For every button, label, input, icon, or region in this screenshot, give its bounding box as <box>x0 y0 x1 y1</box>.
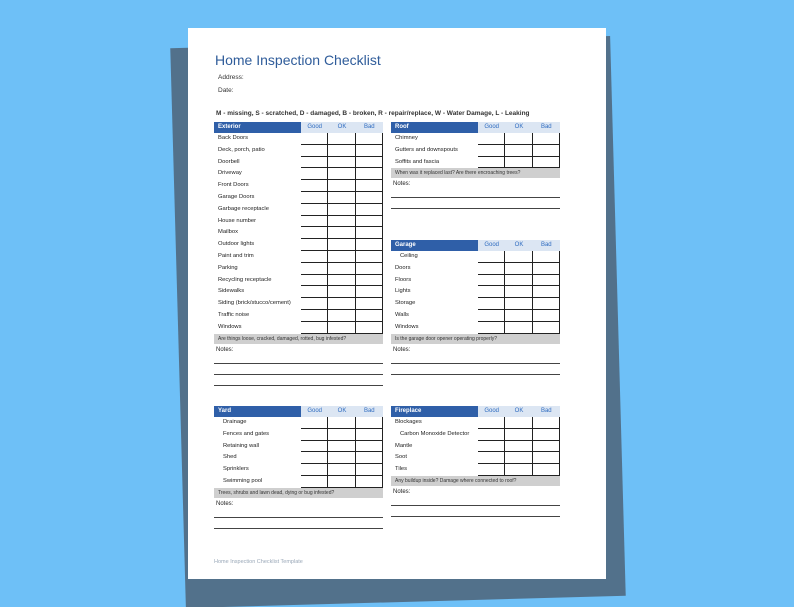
checkbox-good[interactable] <box>301 239 328 251</box>
exterior-note-line[interactable] <box>214 364 383 375</box>
checkbox-good[interactable] <box>301 145 328 157</box>
checkbox-bad[interactable] <box>533 464 560 476</box>
garage-section <box>391 240 560 375</box>
checklist-row <box>391 275 560 287</box>
checkbox-bad[interactable] <box>533 417 560 429</box>
checkbox-good[interactable] <box>478 251 505 263</box>
checkbox-good[interactable] <box>301 251 328 263</box>
checkbox-ok[interactable] <box>505 452 532 464</box>
item-label: Lights <box>395 288 411 295</box>
item-label: Recycling receptacle <box>218 276 272 283</box>
checklist-row <box>391 417 560 429</box>
item-label: Drainage <box>223 419 247 425</box>
checkbox-bad[interactable] <box>533 298 560 310</box>
checkbox-ok[interactable] <box>505 298 532 310</box>
checkbox-ok[interactable] <box>505 275 532 287</box>
checkbox-good[interactable] <box>301 263 328 275</box>
fireplace-note-line[interactable] <box>391 495 560 506</box>
item-label: Front Doors <box>218 182 249 189</box>
checkbox-good[interactable] <box>301 275 328 287</box>
exterior-notes-label: Notes: <box>216 346 234 353</box>
checklist-row <box>214 168 383 180</box>
checkbox-good[interactable] <box>478 441 505 453</box>
checkbox-bad[interactable] <box>356 275 383 287</box>
item-label: Swimming pool <box>223 477 263 484</box>
item-label: Sidewalks <box>218 288 245 295</box>
item-label: Outdoor lights <box>218 241 255 248</box>
checkbox-bad[interactable] <box>356 239 383 251</box>
checkbox-ok[interactable] <box>505 145 532 157</box>
checkbox-good[interactable] <box>478 263 505 275</box>
checkbox-ok[interactable] <box>328 417 355 429</box>
checkbox-ok[interactable] <box>328 286 355 298</box>
checklist-row <box>214 441 383 453</box>
checkbox-good[interactable] <box>301 417 328 429</box>
checklist-row <box>214 157 383 169</box>
checkbox-bad[interactable] <box>356 180 383 192</box>
checkbox-bad[interactable] <box>356 310 383 322</box>
checkbox-bad[interactable] <box>356 145 383 157</box>
checkbox-bad[interactable] <box>356 441 383 453</box>
checklist-row <box>214 192 383 204</box>
exterior-note-line[interactable] <box>214 353 383 364</box>
checklist-row <box>391 441 560 453</box>
checkbox-good[interactable] <box>301 157 328 169</box>
checklist-row <box>214 145 383 157</box>
checkbox-good[interactable] <box>301 322 328 334</box>
item-label: Fences and gates <box>223 430 270 437</box>
checkbox-ok[interactable] <box>328 204 355 216</box>
checkbox-ok[interactable] <box>328 251 355 263</box>
item-label: Traffic noise <box>218 311 250 318</box>
date-label: Date: <box>218 87 234 94</box>
fireplace-question: Any buildup inside? Damage where connected to roof? <box>391 476 560 486</box>
fireplace-section <box>391 406 560 517</box>
column-header-bad: Bad <box>533 240 560 251</box>
column-header-bad: Bad <box>533 406 560 417</box>
checklist-row <box>391 429 560 441</box>
checkbox-bad[interactable] <box>533 275 560 287</box>
item-label: Shed <box>223 454 237 461</box>
checkbox-good[interactable] <box>301 286 328 298</box>
checklist-row <box>214 310 383 322</box>
fireplace-header <box>391 406 560 417</box>
checkbox-good[interactable] <box>301 133 328 145</box>
checkbox-bad[interactable] <box>356 133 383 145</box>
checkbox-ok[interactable] <box>328 227 355 239</box>
damage-legend: M - missing, S - scratched, D - damaged, B - broken, R - repair/replace, W - Water Damage, L - Leaking <box>216 110 530 117</box>
checkbox-ok[interactable] <box>505 310 532 322</box>
item-label: Walls <box>395 311 409 318</box>
checklist-row <box>214 263 383 275</box>
garage-note-line[interactable] <box>391 364 560 375</box>
item-label: Doors <box>395 264 411 271</box>
checkbox-ok[interactable] <box>328 310 355 322</box>
checkbox-ok[interactable] <box>505 286 532 298</box>
checklist-row <box>214 275 383 287</box>
checkbox-bad[interactable] <box>356 464 383 476</box>
exterior-section <box>214 122 383 386</box>
checkbox-ok[interactable] <box>328 322 355 334</box>
checkbox-good[interactable] <box>301 441 328 453</box>
checkbox-good[interactable] <box>301 429 328 441</box>
checkbox-good[interactable] <box>478 322 505 334</box>
checklist-row <box>214 476 383 488</box>
checkbox-good[interactable] <box>301 204 328 216</box>
item-label: Floors <box>395 276 412 283</box>
checkbox-ok[interactable] <box>505 441 532 453</box>
checklist-row <box>214 204 383 216</box>
checkbox-ok[interactable] <box>505 429 532 441</box>
item-label: Gutters and downspouts <box>395 146 458 153</box>
checkbox-bad[interactable] <box>356 286 383 298</box>
checkbox-ok[interactable] <box>328 157 355 169</box>
checkbox-ok[interactable] <box>505 263 532 275</box>
checkbox-bad[interactable] <box>356 168 383 180</box>
checkbox-good[interactable] <box>478 286 505 298</box>
roof-note-line[interactable] <box>391 187 560 198</box>
checkbox-good[interactable] <box>301 310 328 322</box>
checklist-row <box>214 417 383 429</box>
checkbox-ok[interactable] <box>505 322 532 334</box>
item-label: Ceiling <box>400 253 418 259</box>
item-label: Carbon Monoxide Detector <box>400 430 470 437</box>
checklist-row <box>214 239 383 251</box>
checklist-row <box>391 286 560 298</box>
column-header-ok: OK <box>505 122 532 133</box>
checkbox-ok[interactable] <box>328 145 355 157</box>
checkbox-ok[interactable] <box>328 464 355 476</box>
garage-note-line[interactable] <box>391 353 560 364</box>
checklist-row <box>391 145 560 157</box>
item-label: Mantle <box>395 442 413 449</box>
item-label: Windows <box>395 323 419 330</box>
item-label: Back Doors <box>218 135 248 141</box>
checklist-row <box>214 133 383 145</box>
checkbox-bad[interactable] <box>533 286 560 298</box>
yard-notes-label: Notes: <box>216 500 234 507</box>
checkbox-bad[interactable] <box>533 310 560 322</box>
checkbox-bad[interactable] <box>356 216 383 228</box>
checklist-row <box>391 157 560 169</box>
fireplace-title: Fireplace <box>391 406 478 417</box>
item-label: Mailbox <box>218 229 238 236</box>
yard-section <box>214 406 383 529</box>
checklist-row <box>214 216 383 228</box>
item-label: Chimney <box>395 135 418 141</box>
checkbox-bad[interactable] <box>356 227 383 239</box>
checkbox-bad[interactable] <box>356 204 383 216</box>
checkbox-good[interactable] <box>301 168 328 180</box>
checkbox-good[interactable] <box>478 452 505 464</box>
item-label: Soot <box>395 454 407 461</box>
column-header-bad: Bad <box>356 406 383 417</box>
checkbox-ok[interactable] <box>328 275 355 287</box>
checklist-row <box>391 298 560 310</box>
column-header-bad: Bad <box>356 122 383 133</box>
column-header-ok: OK <box>328 122 355 133</box>
checkbox-bad[interactable] <box>356 476 383 488</box>
item-label: Deck, porch, patio <box>218 146 265 153</box>
checkbox-bad[interactable] <box>533 251 560 263</box>
checkbox-good[interactable] <box>301 227 328 239</box>
item-label: Windows <box>218 323 242 330</box>
item-label: Sprinklers <box>223 466 249 473</box>
checkbox-bad[interactable] <box>356 157 383 169</box>
yard-question: Trees, shrubs and lawn dead, dying or bug infested? <box>214 488 383 498</box>
checkbox-bad[interactable] <box>356 429 383 441</box>
exterior-header <box>214 122 383 133</box>
roof-section <box>391 122 560 209</box>
checkbox-bad[interactable] <box>356 417 383 429</box>
checkbox-bad[interactable] <box>533 322 560 334</box>
checkbox-ok[interactable] <box>505 464 532 476</box>
yard-header <box>214 406 383 417</box>
checkbox-ok[interactable] <box>328 263 355 275</box>
checklist-row <box>214 227 383 239</box>
checkbox-ok[interactable] <box>505 133 532 145</box>
yard-note-line[interactable] <box>214 507 383 518</box>
checkbox-ok[interactable] <box>328 239 355 251</box>
garage-question: Is the garage door opener operating properly? <box>391 334 560 344</box>
fireplace-note-line[interactable] <box>391 506 560 517</box>
checklist-page <box>188 28 606 579</box>
item-label: Siding (brick/stucco/cement) <box>218 300 291 307</box>
roof-header <box>391 122 560 133</box>
checkbox-ok[interactable] <box>505 157 532 169</box>
item-label: Blockages <box>395 419 422 425</box>
garage-title: Garage <box>391 240 478 251</box>
checkbox-ok[interactable] <box>328 298 355 310</box>
item-label: Doorbell <box>218 158 240 165</box>
item-label: Soffits and fascia <box>395 158 440 165</box>
garage-notes-label: Notes: <box>393 346 411 353</box>
checkbox-good[interactable] <box>478 145 505 157</box>
checkbox-good[interactable] <box>301 216 328 228</box>
yard-note-line[interactable] <box>214 518 383 529</box>
footer-text: Home Inspection Checklist Template <box>214 559 303 565</box>
checkbox-good[interactable] <box>301 452 328 464</box>
checkbox-ok[interactable] <box>328 216 355 228</box>
item-label: Garage Doors <box>218 193 255 200</box>
item-label: Paint and trim <box>218 252 254 259</box>
column-header-ok: OK <box>505 406 532 417</box>
checkbox-ok[interactable] <box>328 429 355 441</box>
page-title: Home Inspection Checklist <box>215 52 381 68</box>
item-label: Tiles <box>395 466 408 473</box>
fireplace-notes-label: Notes: <box>393 488 411 495</box>
roof-title: Roof <box>391 122 478 133</box>
column-header-good: Good <box>478 122 505 133</box>
checkbox-ok[interactable] <box>505 251 532 263</box>
checklist-row <box>214 180 383 192</box>
column-header-ok: OK <box>328 406 355 417</box>
checkbox-bad[interactable] <box>356 192 383 204</box>
column-header-good: Good <box>478 240 505 251</box>
checklist-row <box>391 263 560 275</box>
checkbox-ok[interactable] <box>328 192 355 204</box>
item-label: Garbage receptacle <box>218 205 269 212</box>
checklist-row <box>391 310 560 322</box>
checkbox-ok[interactable] <box>328 452 355 464</box>
item-label: House number <box>218 217 257 224</box>
checkbox-bad[interactable] <box>356 251 383 263</box>
checkbox-bad[interactable] <box>533 441 560 453</box>
checklist-row <box>391 322 560 334</box>
exterior-title: Exterior <box>214 122 301 133</box>
checkbox-good[interactable] <box>301 192 328 204</box>
checklist-row <box>391 251 560 263</box>
checkbox-ok[interactable] <box>328 476 355 488</box>
checkbox-good[interactable] <box>478 298 505 310</box>
checklist-row <box>214 298 383 310</box>
checkbox-good[interactable] <box>478 133 505 145</box>
checkbox-good[interactable] <box>478 417 505 429</box>
yard-title: Yard <box>214 406 301 417</box>
checkbox-bad[interactable] <box>533 263 560 275</box>
checkbox-good[interactable] <box>301 476 328 488</box>
checkbox-bad[interactable] <box>356 263 383 275</box>
checklist-row <box>214 464 383 476</box>
checkbox-ok[interactable] <box>505 417 532 429</box>
checklist-row <box>214 251 383 263</box>
column-header-good: Good <box>301 406 328 417</box>
exterior-question: Are things loose, cracked, damaged, rotted, bug infested? <box>214 334 383 344</box>
checklist-row <box>214 322 383 334</box>
checkbox-good[interactable] <box>478 275 505 287</box>
column-header-bad: Bad <box>533 122 560 133</box>
checkbox-ok[interactable] <box>328 180 355 192</box>
garage-header <box>391 240 560 251</box>
checkbox-good[interactable] <box>478 464 505 476</box>
checkbox-good[interactable] <box>478 310 505 322</box>
checkbox-bad[interactable] <box>356 452 383 464</box>
column-header-good: Good <box>478 406 505 417</box>
checkbox-good[interactable] <box>301 298 328 310</box>
checkbox-bad[interactable] <box>533 145 560 157</box>
checklist-row <box>214 429 383 441</box>
column-header-good: Good <box>301 122 328 133</box>
roof-notes-label: Notes: <box>393 181 411 188</box>
checkbox-bad[interactable] <box>533 452 560 464</box>
item-label: Parking <box>218 264 238 271</box>
checklist-row <box>391 464 560 476</box>
checklist-row <box>214 286 383 298</box>
checkbox-bad[interactable] <box>356 322 383 334</box>
address-label: Address: <box>218 74 244 81</box>
checkbox-bad[interactable] <box>533 133 560 145</box>
roof-question: When was it replaced last? Are there encroaching trees? <box>391 168 560 178</box>
item-label: Retaining wall <box>223 442 260 449</box>
checkbox-bad[interactable] <box>356 298 383 310</box>
checkbox-good[interactable] <box>478 429 505 441</box>
checklist-row <box>391 452 560 464</box>
checkbox-ok[interactable] <box>328 168 355 180</box>
checkbox-bad[interactable] <box>533 157 560 169</box>
checkbox-ok[interactable] <box>328 441 355 453</box>
exterior-note-line[interactable] <box>214 375 383 386</box>
item-label: Storage <box>395 300 416 307</box>
checklist-row <box>214 452 383 464</box>
column-header-ok: OK <box>505 240 532 251</box>
item-label: Driveway <box>218 170 242 177</box>
checkbox-good[interactable] <box>478 157 505 169</box>
checkbox-good[interactable] <box>301 180 328 192</box>
roof-note-line[interactable] <box>391 198 560 209</box>
checkbox-bad[interactable] <box>533 429 560 441</box>
checklist-row <box>391 133 560 145</box>
checkbox-ok[interactable] <box>328 133 355 145</box>
checkbox-good[interactable] <box>301 464 328 476</box>
